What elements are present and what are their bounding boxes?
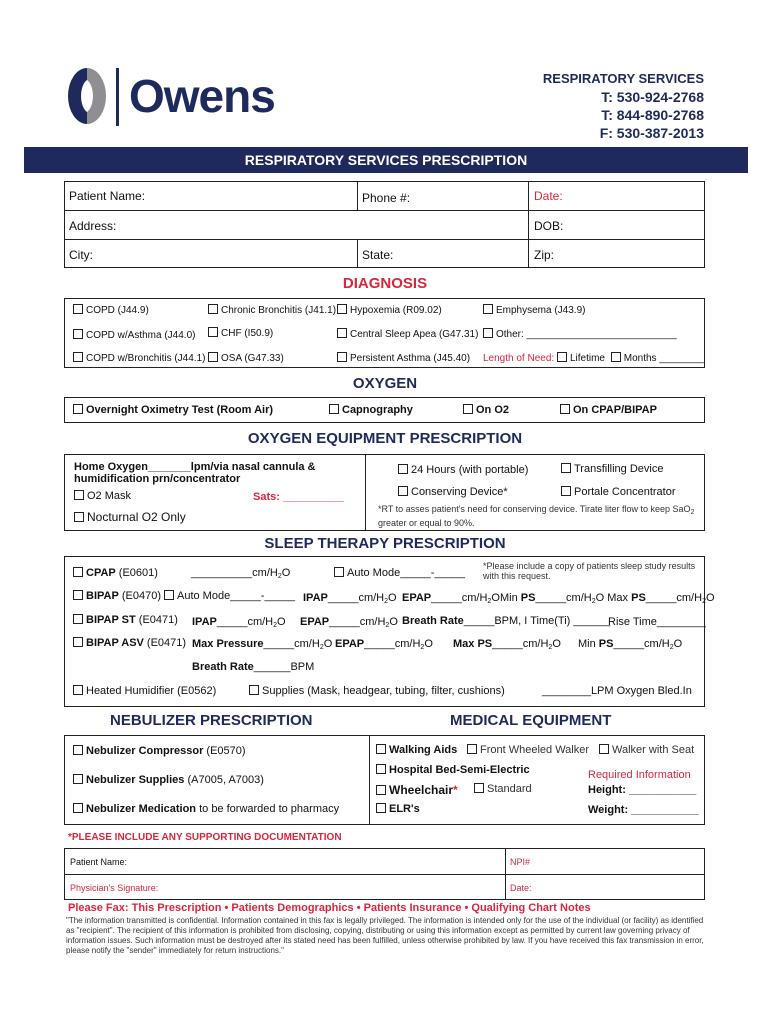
zip-label: Zip: (534, 248, 555, 262)
diagnosis-item[interactable]: Persistent Asthma (J45.40) (337, 352, 470, 364)
checkbox[interactable] (467, 744, 477, 754)
contact-block (543, 70, 704, 142)
checkbox[interactable] (73, 803, 83, 813)
elrs[interactable]: ELR's (376, 803, 420, 815)
checkbox[interactable] (208, 304, 218, 314)
checkbox[interactable] (249, 685, 259, 695)
home-oxygen-line1: Home Oxygen_______lpm/via nasal cannula & (74, 461, 316, 473)
oxygen-item[interactable]: On CPAP/BIPAP (560, 404, 657, 416)
checkbox[interactable] (560, 404, 570, 414)
owens-logo (66, 66, 306, 130)
sleep-heading: SLEEP THERAPY PRESCRIPTION (264, 535, 506, 552)
diagnosis-item[interactable]: Hypoxemia (R09.02) (337, 304, 442, 316)
bipap-st-option[interactable]: BIPAP ST (E0471) (73, 614, 178, 626)
hospital-bed[interactable]: Hospital Bed-Semi-Electric (376, 764, 530, 776)
bipap-auto-mode[interactable]: Auto Mode_____-_____ (164, 590, 295, 602)
phone-label: Phone #: (362, 191, 411, 205)
nocturnal-o2[interactable]: Nocturnal O2 Only (74, 510, 186, 524)
physician-date: Date: (510, 883, 532, 893)
checkbox[interactable] (561, 463, 571, 473)
contact-fax: F: 530-387-2013 (599, 125, 704, 141)
home-oxygen-line2: humidification prn/concentrator (74, 473, 241, 485)
bipap-option[interactable]: BIPAP (E0470) (73, 590, 161, 602)
asv-breath-rate[interactable]: Breath Rate______BPM (192, 661, 315, 673)
supporting-docs-note: *PLEASE INCLUDE ANY SUPPORTING DOCUMENTATION (68, 832, 342, 843)
oxygen-item[interactable]: On O2 (463, 404, 509, 416)
checkbox[interactable] (334, 567, 344, 577)
npi-label: NPI# (510, 857, 531, 867)
nebulizer-medication[interactable]: Nebulizer Medication to be forwarded to pharmacy (73, 803, 339, 815)
conserving[interactable]: Conserving Device* (398, 486, 508, 498)
cpap-option[interactable]: CPAP (E0601) (73, 567, 158, 579)
diagnosis-item[interactable]: Chronic Bronchitis (J41.1) (208, 304, 336, 316)
checkbox[interactable] (474, 783, 484, 793)
height-field[interactable]: Height: ___________ (588, 784, 697, 796)
checkbox[interactable] (73, 352, 83, 362)
disclaimer: "The information transmitted is confidential. Information contained in this fax is legally privileged. The information is intended only for the use of the individual (or facility) as identified as "recipient". The recipient of this information is prohibited from disclosing, copying, distributing or using this information except as permitted by current law governing privacy of information issues. Such information must be destroyed after its stated need has been fulfilled, unless otherwise prohibited by law. If you have received this fax transmission in error, please notify the "sender" immediately for return instructions." (66, 916, 704, 955)
diagnosis-item[interactable]: Emphysema (J43.9) (483, 304, 585, 316)
checkbox-months[interactable] (611, 352, 621, 362)
checkbox[interactable] (599, 744, 609, 754)
checkbox[interactable] (164, 590, 174, 600)
transfilling[interactable]: Transfilling Device (561, 463, 663, 475)
walker-with-seat[interactable]: Walker with Seat (599, 744, 694, 756)
city-label: City: (69, 248, 93, 262)
checkbox[interactable] (483, 304, 493, 314)
checkbox[interactable] (73, 590, 83, 600)
checkbox[interactable] (463, 404, 473, 414)
nebulizer-heading: NEBULIZER PRESCRIPTION (110, 712, 313, 729)
checkbox[interactable] (337, 328, 347, 338)
asv-max-pressure[interactable]: Max $Pressure\_\_\_\_\_cm/H_2O$ (192, 638, 333, 651)
diagnosis-heading: DIAGNOSIS (342, 275, 428, 292)
contact-phone-2: T: 844-890-2768 (601, 107, 704, 123)
checkbox[interactable] (74, 490, 84, 500)
checkbox[interactable] (483, 328, 493, 338)
checkbox[interactable] (73, 745, 83, 755)
checkbox[interactable] (73, 304, 83, 314)
sats-field[interactable]: Sats: __________ (253, 491, 345, 503)
diagnosis-item[interactable]: COPD (J44.9) (73, 304, 149, 316)
o2-mask[interactable]: O2 Mask (74, 490, 131, 502)
date-label: Date: (534, 189, 563, 203)
conserving-note: *RT to asses patient's need for conserving device. Tirate liter flow to keep SaO$_2$ greater or equal to 90%. (378, 504, 695, 528)
physician-signature: Physician's Signature: (70, 883, 159, 893)
checkbox[interactable] (208, 352, 218, 362)
portable[interactable]: Portale Concentrator (561, 486, 676, 498)
bipap-asv-option[interactable]: BIPAP ASV (E0471) (73, 637, 186, 649)
diagnosis-item[interactable]: CHF (I50.9) (208, 327, 273, 339)
length-of-need: Length of Need: Lifetime Months ________ (483, 353, 704, 364)
checkbox[interactable] (398, 464, 408, 474)
checkbox[interactable] (208, 327, 218, 337)
sleep-study-note: *Please include a copy of patients sleep study results with this request. (483, 561, 696, 581)
checkbox[interactable] (73, 329, 83, 339)
standard-wheelchair[interactable]: Standard (474, 783, 532, 795)
supplies[interactable]: Supplies (Mask, headgear, tubing, filter, cushions) (249, 685, 505, 697)
checkbox[interactable] (376, 785, 386, 795)
oxygen-equipment-heading: OXYGEN EQUIPMENT PRESCRIPTION (247, 430, 523, 447)
wheelchair[interactable]: Wheelchair* (376, 783, 458, 797)
contact-phone-1: T: 530-924-2768 (601, 89, 704, 105)
cpap-pressure[interactable]: $\_\_\_\_\_\_\_\_\_\_cm/H_2O$ (191, 567, 291, 580)
checkbox[interactable] (73, 685, 83, 695)
checkbox[interactable] (73, 567, 83, 577)
diagnosis-item[interactable]: COPD w/Bronchitis (J44.1) (73, 352, 205, 364)
physician-patient-name: Patient Name: (70, 857, 128, 867)
bipap-st-rise[interactable]: Rise Time________ (608, 616, 706, 628)
address-label: Address: (69, 219, 117, 233)
oxygen-item[interactable]: Overnight Oximetry Test (Room Air) (73, 404, 273, 416)
bipap-st-epap[interactable]: $EPAP\_\_\_\_\_cm/H_2O$ (300, 616, 398, 629)
checkbox[interactable] (376, 764, 386, 774)
weight-field[interactable]: Weight: ___________ (588, 804, 699, 816)
checkbox[interactable] (73, 637, 83, 647)
oxygen-heading: OXYGEN (352, 375, 418, 392)
asv-max-ps[interactable]: Max $PS\_\_\_\_\_cm/H_2O$ (453, 638, 561, 651)
checkbox[interactable] (74, 512, 84, 522)
diagnosis-item[interactable]: Central Sleep Apea (G47.31) (337, 328, 478, 340)
lpm-oxygen[interactable]: ________LPM Oxygen Bled.In (542, 685, 692, 697)
checkbox[interactable] (337, 352, 347, 362)
front-wheeled-walker[interactable]: Front Wheeled Walker (467, 744, 589, 756)
dob-label: DOB: (534, 219, 564, 233)
oxygen-item[interactable]: Capnography (329, 404, 413, 416)
bipap-min-max-ps[interactable]: Min $PS\_\_\_\_\_cm/H_2O$ Max $PS\_\_\_\_\_cm/H_2O$ (500, 592, 715, 605)
patient-name-label: Patient Name: (69, 189, 146, 203)
bipap-st-ipap[interactable]: $IPAP\_\_\_\_\_cm/H_2O$ (192, 616, 286, 629)
diagnosis-other[interactable]: Other: ___________________________ (483, 328, 677, 340)
required-information: Required Information (588, 769, 691, 781)
checkbox[interactable] (73, 614, 83, 624)
bipap-ipap[interactable]: $IPAP\_\_\_\_\_cm/H_2O$ (303, 592, 397, 605)
checkbox[interactable] (376, 803, 386, 813)
diagnosis-item[interactable]: OSA (G47.33) (208, 352, 284, 364)
checkbox[interactable] (73, 404, 83, 414)
bipap-epap[interactable]: $EPAP\_\_\_\_\_cm/H_2O$ (402, 592, 500, 605)
checkbox-lifetime[interactable] (557, 352, 567, 362)
heated-humidifier[interactable]: Heated Humidifier (E0562) (73, 685, 216, 697)
diagnosis-item[interactable]: COPD w/Asthma (J44.0) (73, 329, 195, 341)
bipap-st-rate[interactable]: Breath Rate_____BPM, I Time(Ti) ______ (402, 615, 611, 627)
banner (24, 147, 748, 173)
brand-name: Owens (129, 70, 275, 122)
checkbox[interactable] (398, 486, 408, 496)
cpap-auto-mode[interactable]: Auto Mode_____-_____ (334, 567, 465, 579)
asv-epap[interactable]: $EPAP\_\_\_\_\_cm/H_2O$ (335, 638, 433, 651)
checkbox[interactable] (561, 486, 571, 496)
hours-24[interactable]: 24 Hours (with portable) (398, 464, 528, 476)
banner-title: RESPIRATORY SERVICES PRESCRIPTION (244, 152, 528, 168)
walking-aids[interactable]: Walking Aids (376, 744, 457, 756)
checkbox[interactable] (376, 744, 386, 754)
fax-instructions: Please Fax: This Prescription • Patients Demographics • Patients Insurance • Qualifying Chart Notes (68, 902, 591, 914)
nebulizer-supplies[interactable]: Nebulizer Supplies (A7005, A7003) (73, 774, 264, 786)
nebulizer-compressor[interactable]: Nebulizer Compressor (E0570) (73, 745, 246, 757)
checkbox[interactable] (73, 774, 83, 784)
medical-equipment-heading: MEDICAL EQUIPMENT (450, 712, 612, 729)
checkbox[interactable] (337, 304, 347, 314)
asv-min-ps[interactable]: Min $PS\_\_\_\_\_cm/H_2O$ (578, 638, 683, 651)
contact-title: RESPIRATORY SERVICES (542, 71, 704, 86)
state-label: State: (362, 248, 394, 262)
checkbox[interactable] (329, 404, 339, 414)
